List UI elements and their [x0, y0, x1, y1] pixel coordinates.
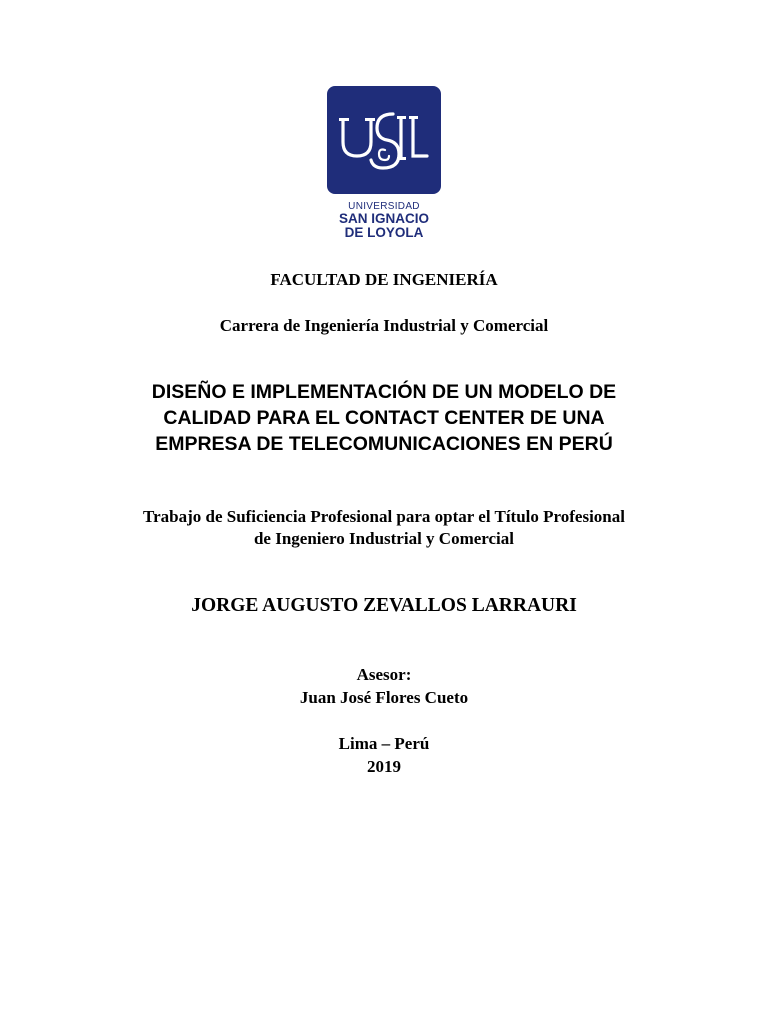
logo-line-de-loyola: DE LOYOLA	[344, 225, 424, 240]
faculty-heading: FACULTAD DE INGENIERÍA	[270, 270, 498, 289]
career-heading: Carrera de Ingeniería Industrial y Comercial	[219, 316, 549, 335]
usil-monogram-icon	[327, 86, 441, 194]
advisor-name: Juan José Flores Cueto	[299, 688, 469, 707]
year: 2019	[367, 757, 401, 776]
degree-subtitle-line-2: de Ingeniero Industrial y Comercial	[253, 529, 515, 548]
thesis-title-line-3: EMPRESA DE TELECOMUNICACIONES EN PERÚ	[155, 433, 613, 455]
logo-line-san-ignacio: SAN IGNACIO	[338, 211, 429, 226]
degree-subtitle-line-1: Trabajo de Suficiencia Profesional para optar el Título Profesional	[143, 507, 625, 526]
thesis-title-line-2: CALIDAD PARA EL CONTACT CENTER DE UNA	[163, 407, 605, 429]
advisor-label: Asesor:	[356, 665, 412, 684]
logo-line-universidad: UNIVERSIDAD	[348, 201, 420, 212]
location: Lima – Perú	[338, 734, 430, 753]
author-name: JORGE AUGUSTO ZEVALLOS LARRAURI	[191, 595, 577, 616]
usil-logo-mark	[327, 86, 441, 194]
thesis-title-line-1: DISEÑO E IMPLEMENTACIÓN DE UN MODELO DE	[151, 381, 617, 403]
